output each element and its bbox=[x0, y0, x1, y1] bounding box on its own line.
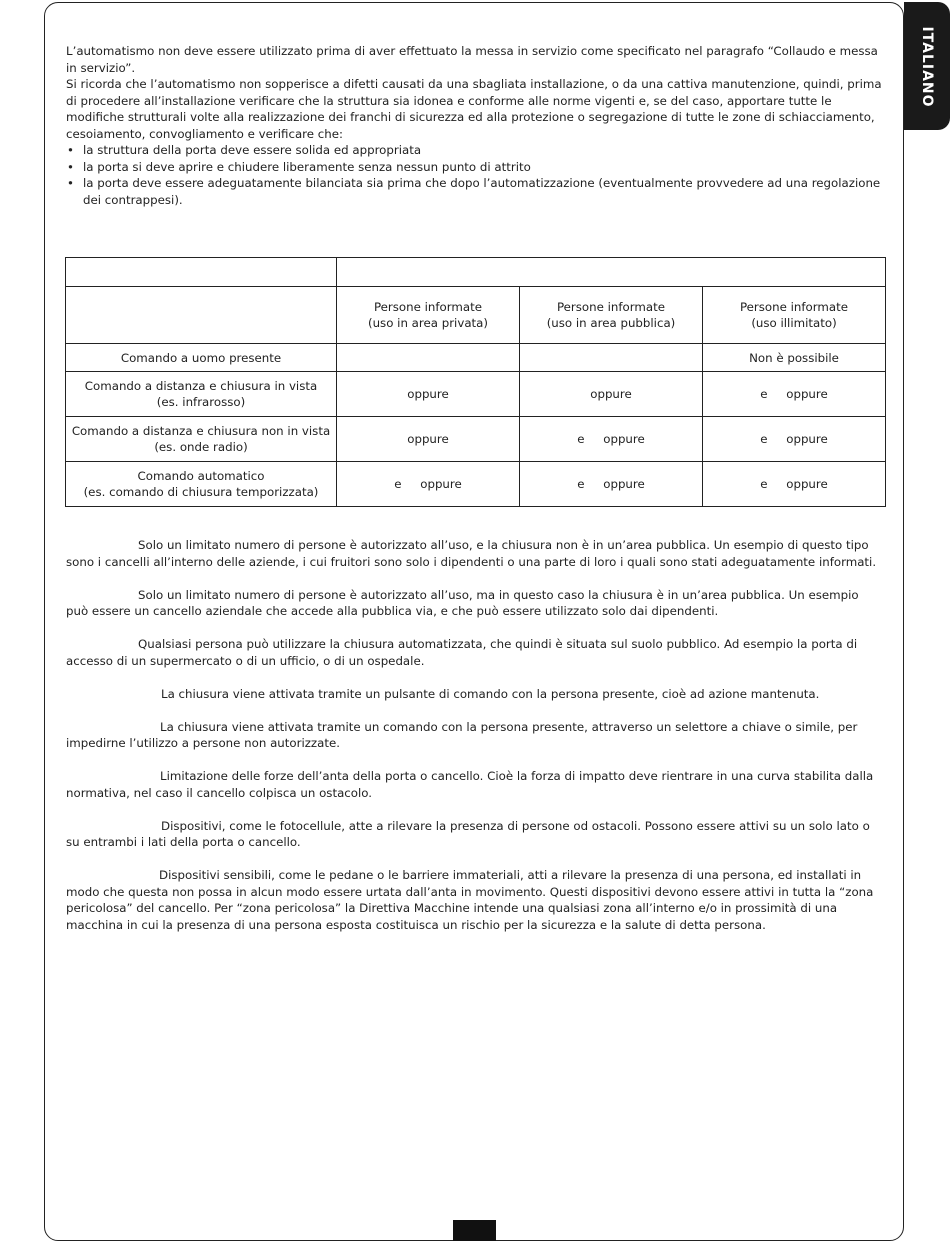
table-cell bbox=[337, 344, 520, 372]
definition-paragraph: Solo un limitato numero di persone è autorizzato all’uso, e la chiusura non è in un’area pubblica. Un esempio di questo tipo sono i cancelli all’interno delle aziende, i cui fruitori sono solo i dipendenti o una parte di loro i quali sono stati adeguatamente informati. bbox=[66, 538, 877, 569]
intro-paragraph: Si ricorda che l’automatismo non sopperisce a difetti causati da una sbagliata installazione, o da una cattiva manutenzione, quindi, prima di procedere all’installazione verificare che la struttura sia idonea e conforme alle norme vigenti e, se del caso, apportare tutte le modifiche strutturali volte alla realizzazione dei franchi di sicurezza ed alla protezione o segregazione di tutte le zone di schiacciamento, cesoiamento, convogliamento e verificare che: bbox=[66, 77, 882, 141]
table-cell: e oppure bbox=[337, 462, 520, 507]
table-cell: e oppure bbox=[703, 417, 886, 462]
table-row bbox=[66, 344, 886, 372]
definition-paragraph: Limitazione delle forze dell’anta della porta o cancello. Cioè la forza di impatto deve rientrare in una curva stabilita dalla normativa, nel caso il cancello colpisca un ostacolo. bbox=[66, 769, 874, 800]
table-cell: e oppure bbox=[703, 462, 886, 507]
table-corner-cell bbox=[66, 258, 337, 287]
table-cell bbox=[520, 344, 703, 372]
table-row bbox=[66, 462, 886, 507]
definition-paragraph: La chiusura viene attivata tramite un pulsante di comando con la persona presente, cioè ad azione mantenuta. bbox=[161, 686, 820, 701]
checklist-item: • la porta deve essere adeguatamente bilanciata sia prima che dopo l’automatizzazione (eventualmente provvedere ad una regolazione dei contrappesi). bbox=[66, 175, 886, 208]
table-cell: Non è possibile bbox=[703, 344, 886, 372]
usage-table bbox=[65, 257, 886, 507]
definition-paragraph: La chiusura viene attivata tramite un comando con la persona presente, attraverso un selettore a chiave o simile, per impedirne l’utilizzo a persone non autorizzate. bbox=[66, 719, 858, 750]
table-row bbox=[66, 372, 886, 417]
table-row bbox=[66, 417, 886, 462]
table-cell: e oppure bbox=[520, 462, 703, 507]
row-label: Comando a distanza e chiusura non in vista (es. onde radio) bbox=[66, 417, 337, 462]
table-cell: e oppure bbox=[703, 372, 886, 417]
definition-paragraph: Dispositivi, come le fotocellule, atte a rilevare la presenza di persone od ostacoli. Possono essere attivi su un solo lato o su entrambi i lati della porta o cancello. bbox=[66, 818, 870, 849]
table-cell: e oppure bbox=[520, 417, 703, 462]
language-tab bbox=[904, 2, 950, 130]
row-label: Comando automatico (es. comando di chiusura temporizzata) bbox=[66, 462, 337, 507]
table-title-row bbox=[66, 258, 886, 287]
checklist bbox=[66, 142, 886, 208]
table-cell: oppure bbox=[520, 372, 703, 417]
table-cell: oppure bbox=[337, 372, 520, 417]
column-header: Persone informate (uso in area privata) bbox=[337, 287, 520, 344]
definition-paragraph: Dispositivi sensibili, come le pedane o le barriere immateriali, atti a rilevare la presenza di una persona, ed installati in modo che questa non possa in alcun modo essere urtata dall’anta in movimento. Questi dispositivi devono essere attivi in tutta la “zona pericolosa” del cancello. Per “zona pericolosa” la Direttiva Macchine intende una qualsiasi zona all’interno e/o in prossimità di una macchina in cui la presenza di una persona esposta costituisca un rischio per la sicurezza e la salute di detta persona. bbox=[66, 868, 874, 932]
table-cell: oppure bbox=[337, 417, 520, 462]
language-tab-label: ITALIANO bbox=[919, 26, 935, 108]
table-group-header bbox=[337, 258, 886, 287]
table-header-row bbox=[66, 287, 886, 344]
definition-paragraph: Qualsiasi persona può utilizzare la chiusura automatizzata, che quindi è situata sul suolo pubblico. Ad esempio la porta di accesso di un supermercato o di un ufficio, o di un ospedale. bbox=[66, 637, 858, 668]
checklist-item: • la struttura della porta deve essere solida ed appropriata bbox=[66, 142, 886, 159]
intro-paragraph: L’automatismo non deve essere utilizzato prima di aver effettuato la messa in servizio come specificato nel paragrafo “Collaudo e messa in servizio”. bbox=[66, 44, 878, 75]
checklist-item: • la porta si deve aprire e chiudere liberamente senza nessun punto di attrito bbox=[66, 159, 886, 176]
row-label: Comando a distanza e chiusura in vista (es. infrarosso) bbox=[66, 372, 337, 417]
intro-section bbox=[66, 43, 886, 208]
column-header: Persone informate (uso illimitato) bbox=[703, 287, 886, 344]
row-label: Comando a uomo presente bbox=[66, 344, 337, 372]
definition-paragraph: Solo un limitato numero di persone è autorizzato all’uso, ma in questo caso la chiusura è in un’area pubblica. Un esempio può essere un cancello aziendale che accede alla pubblica via, e che può essere utilizzato solo dai dipendenti. bbox=[66, 587, 859, 618]
definitions-section bbox=[66, 537, 878, 950]
column-header: Persone informate (uso in area pubblica) bbox=[520, 287, 703, 344]
page-number-box bbox=[453, 1220, 496, 1241]
table-header-empty bbox=[66, 287, 337, 344]
